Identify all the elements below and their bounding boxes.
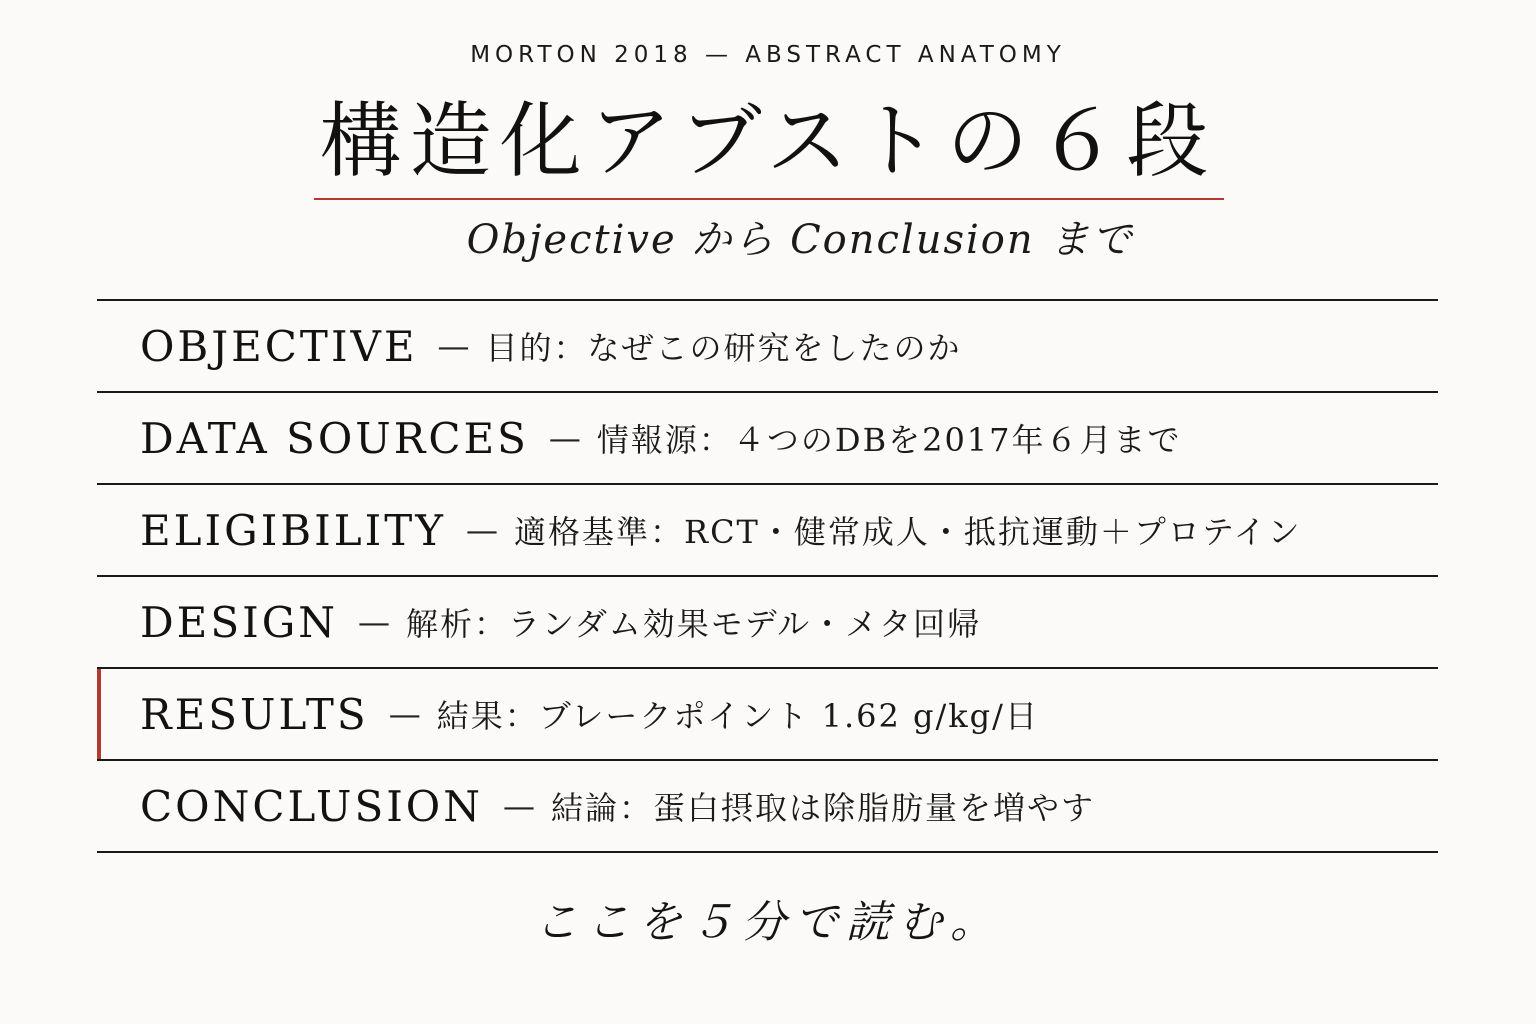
title-underline (314, 198, 1224, 200)
section-dash: — (465, 511, 498, 549)
section-row-results (97, 667, 1438, 759)
section-row-conclusion (97, 759, 1438, 853)
section-description: 結果：ブレークポイント 1.62 g/kg/日 (436, 697, 1039, 735)
section-dash: — (358, 603, 390, 641)
footer-tagline: ここを５分で読む。 (534, 897, 1002, 948)
section-dash: — (388, 695, 421, 733)
section-label: CONCLUSION (140, 781, 483, 831)
section-label: DESIGN (140, 597, 338, 647)
section-description: 結論：蛋白摂取は除脂肪量を増やす (551, 789, 1096, 827)
section-description: 情報源：４つのDBを2017年６月まで (596, 421, 1182, 459)
section-description: 目的：なぜこの研究をしたのか (485, 329, 962, 367)
section-dash: — (503, 787, 535, 825)
kicker-text: MORTON 2018 — ABSTRACT ANATOMY (470, 42, 1066, 68)
section-row-objective (97, 299, 1438, 391)
section-description: 解析：ランダム効果モデル・メタ回帰 (406, 605, 982, 643)
section-label: DATA SOURCES (140, 413, 529, 463)
page-title: 構造化アブストの６段 (319, 94, 1217, 189)
section-row-design (97, 575, 1438, 667)
section-description: 適格基準：RCT・健常成人・抵抗運動＋プロテイン (513, 513, 1302, 551)
section-label: OBJECTIVE (140, 321, 418, 371)
section-row-eligibility (97, 483, 1438, 575)
section-label: ELIGIBILITY (140, 505, 446, 555)
section-label: RESULTS (140, 689, 369, 739)
page-subtitle: Objective から Conclusion まで (466, 217, 1134, 263)
section-dash: — (548, 419, 581, 457)
abstract-sections-table (97, 299, 1438, 853)
section-dash: — (437, 327, 470, 365)
section-row-data-sources (97, 391, 1438, 483)
